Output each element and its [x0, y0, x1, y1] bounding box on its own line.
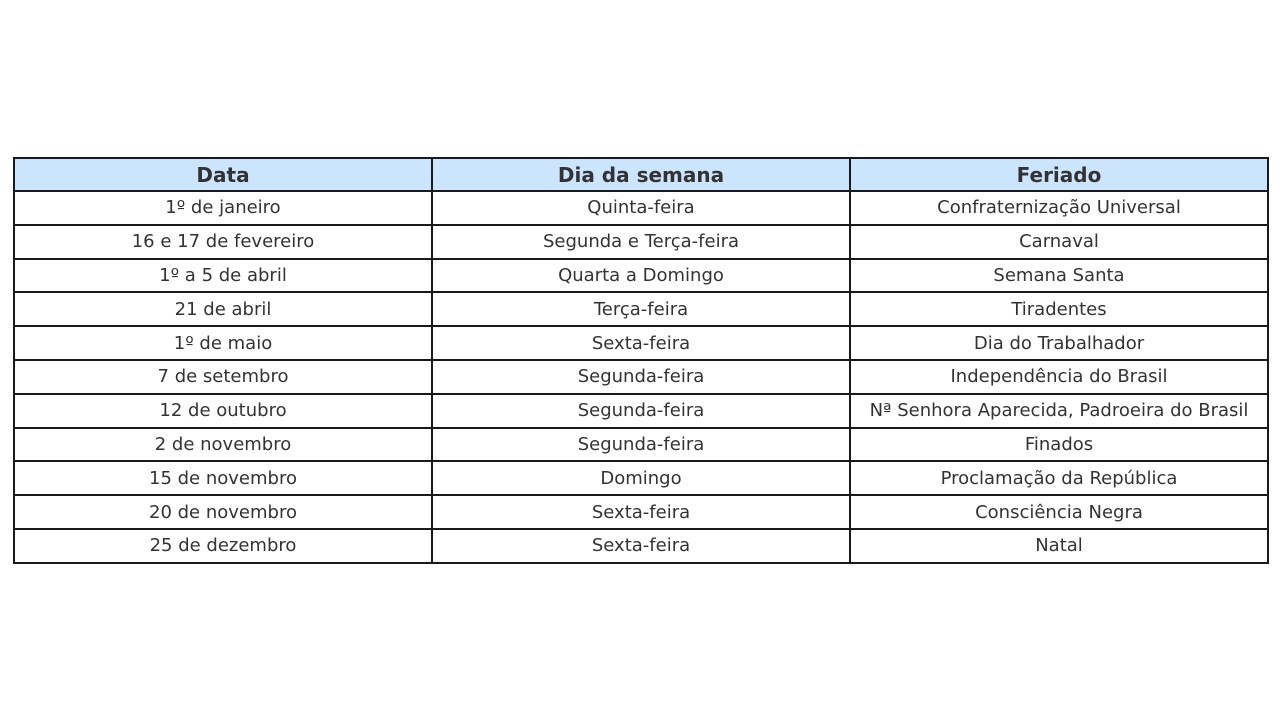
table-header-row [14, 158, 1268, 191]
cell-date: 16 e 17 de fevereiro [14, 225, 432, 259]
header-feriado: Feriado [850, 158, 1268, 191]
table-row [14, 360, 1268, 394]
cell-date: 1º de janeiro [14, 191, 432, 225]
table-row [14, 428, 1268, 462]
table-row [14, 326, 1268, 360]
cell-holiday: Finados [850, 428, 1268, 462]
cell-date: 12 de outubro [14, 394, 432, 428]
cell-weekday: Segunda e Terça-feira [432, 225, 850, 259]
cell-holiday: Dia do Trabalhador [850, 326, 1268, 360]
table-row [14, 495, 1268, 529]
cell-date: 1º a 5 de abril [14, 259, 432, 293]
cell-date: 25 de dezembro [14, 529, 432, 563]
cell-weekday: Segunda-feira [432, 428, 850, 462]
cell-holiday: Confraternização Universal [850, 191, 1268, 225]
cell-holiday: Tiradentes [850, 292, 1268, 326]
cell-weekday: Segunda-feira [432, 394, 850, 428]
cell-weekday: Segunda-feira [432, 360, 850, 394]
table-row [14, 259, 1268, 293]
cell-date: 1º de maio [14, 326, 432, 360]
cell-date: 15 de novembro [14, 461, 432, 495]
cell-date: 20 de novembro [14, 495, 432, 529]
cell-holiday: Carnaval [850, 225, 1268, 259]
cell-date: 2 de novembro [14, 428, 432, 462]
cell-weekday: Sexta-feira [432, 326, 850, 360]
cell-holiday: Natal [850, 529, 1268, 563]
cell-date: 21 de abril [14, 292, 432, 326]
table-row [14, 394, 1268, 428]
cell-weekday: Domingo [432, 461, 850, 495]
header-dia-da-semana: Dia da semana [432, 158, 850, 191]
cell-holiday: Consciência Negra [850, 495, 1268, 529]
table-row [14, 191, 1268, 225]
holidays-table [13, 157, 1269, 564]
cell-holiday: Semana Santa [850, 259, 1268, 293]
cell-weekday: Terça-feira [432, 292, 850, 326]
holidays-table-container [13, 157, 1267, 564]
header-data: Data [14, 158, 432, 191]
cell-holiday: Independência do Brasil [850, 360, 1268, 394]
table-row [14, 292, 1268, 326]
table-row [14, 529, 1268, 563]
cell-weekday: Sexta-feira [432, 495, 850, 529]
cell-weekday: Quinta-feira [432, 191, 850, 225]
table-row [14, 225, 1268, 259]
cell-holiday: Nª Senhora Aparecida, Padroeira do Brasil [850, 394, 1268, 428]
table-row [14, 461, 1268, 495]
cell-weekday: Quarta a Domingo [432, 259, 850, 293]
cell-date: 7 de setembro [14, 360, 432, 394]
cell-holiday: Proclamação da República [850, 461, 1268, 495]
cell-weekday: Sexta-feira [432, 529, 850, 563]
